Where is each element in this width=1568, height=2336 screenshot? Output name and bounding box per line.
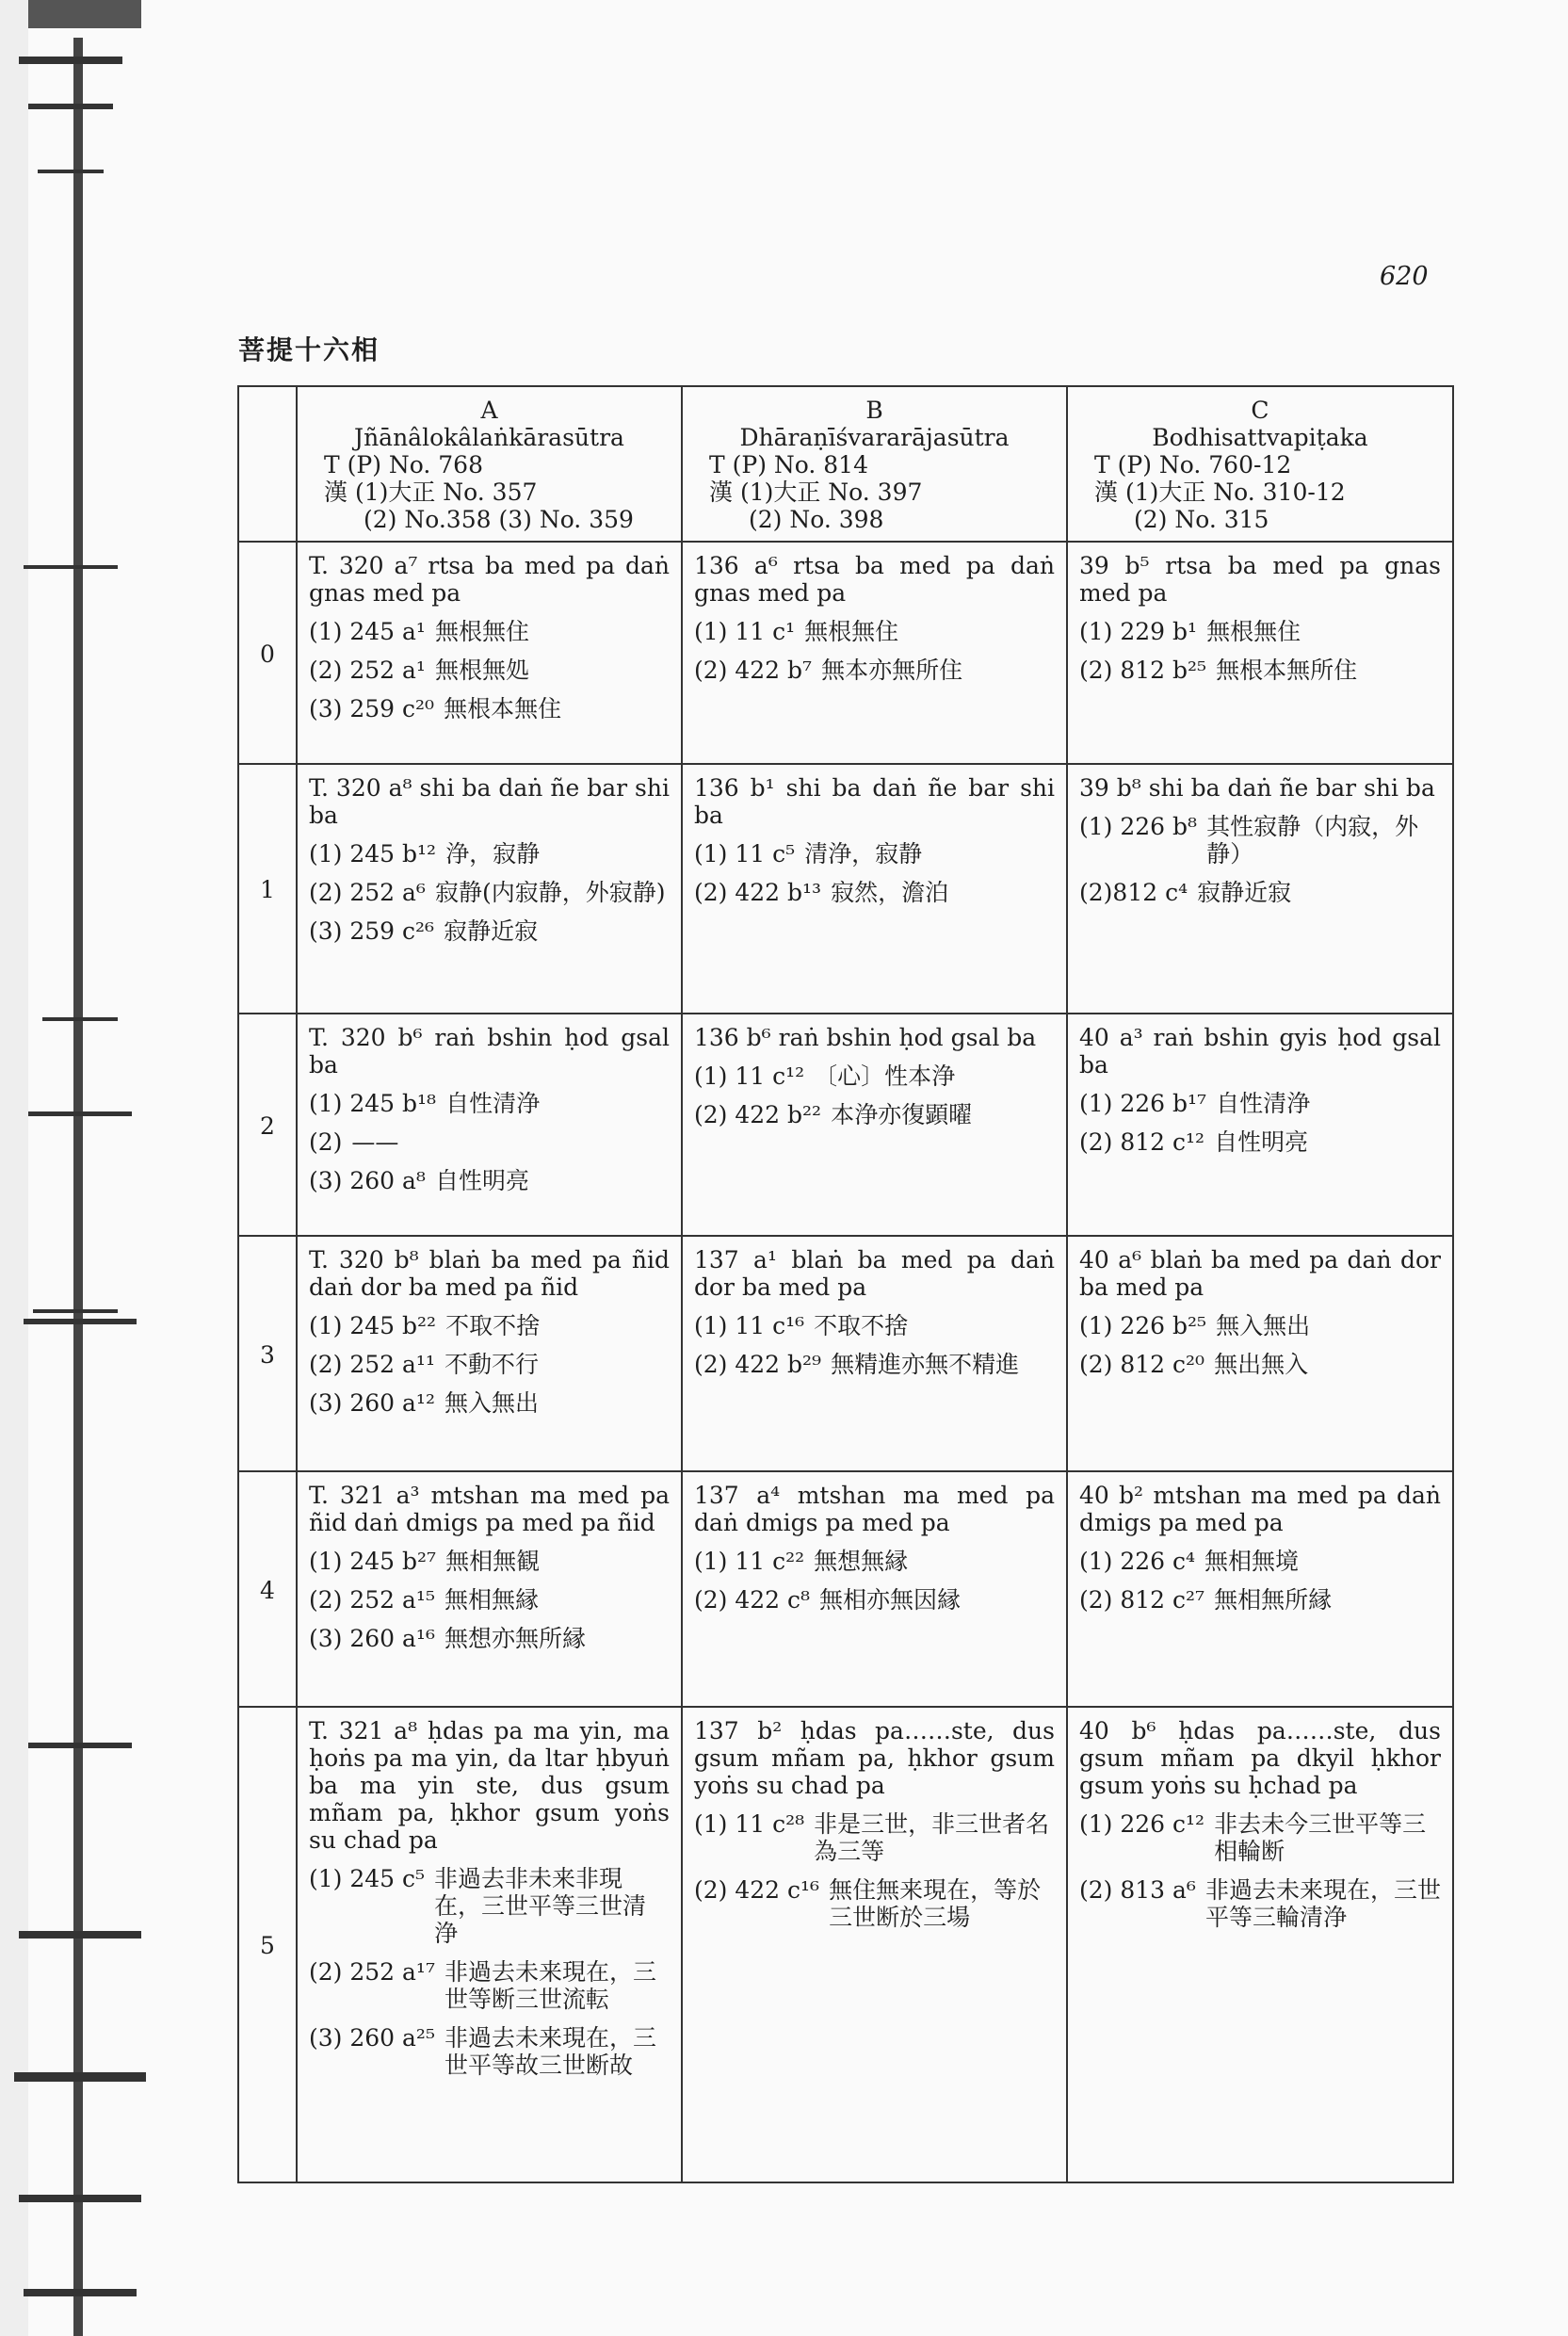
entry-translation: 不取不捨 — [445, 1312, 541, 1339]
entry-translation: 無想無縁 — [814, 1548, 909, 1575]
entry-translation: 非是三世，非三世者名為三等 — [814, 1810, 1050, 1865]
entry-reference: (3) 259 c²⁶ — [309, 917, 435, 945]
tibetan-reference: T. 321 a⁸ ḥdas pa ma yin, ma ḥoṅs pa ma yin, da ltar ḥbyuṅ ba ma yin ste, dus gsum mñam pa, ḥkhor gsum yoṅs su chad pa — [309, 1717, 670, 1854]
chinese-parallel-entry — [309, 618, 670, 645]
corner-cell — [238, 386, 297, 542]
cell-a — [297, 1236, 682, 1471]
entry-reference: (3) 259 c²⁰ — [309, 695, 435, 722]
entry-translation: 其性寂静（内寂，外静） — [1206, 813, 1419, 868]
chinese-catalog-line-2: (2) No. 315 — [1134, 506, 1269, 533]
entry-translation: 自性明亮 — [1214, 1128, 1309, 1156]
chinese-parallel-entry — [309, 1958, 670, 2013]
chinese-parallel-entry — [309, 840, 670, 868]
tibetan-reference: T. 320 b⁸ blaṅ ba med pa ñid daṅ dor ba med pa ñid — [309, 1246, 670, 1301]
entry-translation: 清浄，寂静 — [804, 840, 923, 868]
cell-a — [297, 1014, 682, 1236]
chinese-parallel-entry — [309, 1389, 670, 1417]
entry-reference: (1) 11 c⁵ — [694, 840, 796, 868]
entry-reference: (2) 422 b²⁹ — [694, 1351, 822, 1378]
tibetan-reference: 136 a⁶ rtsa ba med pa daṅ gnas med pa — [694, 552, 1055, 607]
cell-c — [1067, 542, 1453, 764]
table-row — [238, 1236, 1453, 1471]
cell-a — [297, 764, 682, 1014]
chinese-catalog-line: 漢 (1)大正 No. 397 — [709, 479, 923, 506]
tibetan-reference: 137 a¹ blaṅ ba med pa daṅ dor ba med pa — [694, 1246, 1055, 1301]
entry-reference: (2) 812 c²⁰ — [1079, 1351, 1205, 1378]
chinese-parallel-entry — [1079, 1810, 1441, 1865]
entry-translation: 無本亦無所住 — [821, 657, 963, 684]
chinese-catalog-line: 漢 (1)大正 No. 357 — [324, 479, 538, 506]
row-number: 5 — [238, 1707, 297, 2182]
row-number: 2 — [238, 1014, 297, 1236]
entry-reference: (2) 252 a¹¹ — [309, 1351, 435, 1378]
chinese-parallel-entry — [1079, 1548, 1441, 1575]
entry-translation: 非過去未来現在，三世平等故三世断故 — [444, 2024, 656, 2079]
entry-reference: (2) 422 b¹³ — [694, 879, 822, 906]
entry-translation: 非過去未来現在，三世平等三輪清浄 — [1204, 1876, 1441, 1931]
column-letter: B — [865, 397, 883, 424]
chinese-parallel-entry — [694, 840, 1055, 868]
chinese-parallel-entry — [309, 1128, 670, 1156]
entry-reference: (1) 245 b¹⁸ — [309, 1090, 437, 1117]
tibetan-catalog-line: T (P) No. 768 — [324, 451, 483, 479]
cell-b — [682, 1236, 1067, 1471]
tibetan-reference: T. 320 a⁸ shi ba daṅ ñe bar shi ba — [309, 774, 670, 829]
chinese-parallel-entry — [1079, 1351, 1441, 1378]
column-header-c — [1067, 386, 1453, 542]
entry-reference: (1) 226 c⁴ — [1079, 1548, 1196, 1575]
chinese-parallel-entry — [1079, 1128, 1441, 1156]
cell-a — [297, 1707, 682, 2182]
chinese-parallel-entry — [309, 657, 670, 684]
chinese-parallel-entry — [309, 917, 670, 945]
chinese-parallel-entry — [309, 1312, 670, 1339]
chinese-parallel-entry — [309, 879, 670, 906]
entry-translation: 無精進亦無不精進 — [831, 1351, 1020, 1378]
row-number: 0 — [238, 542, 297, 764]
chinese-parallel-entry — [309, 1351, 670, 1378]
tibetan-reference: 136 b¹ shi ba daṅ ñe bar shi ba — [694, 774, 1055, 829]
entry-translation: 非過去未来現在，三世等断三世流転 — [444, 1958, 656, 2013]
entry-translation: 無入無出 — [1216, 1312, 1311, 1339]
cell-a — [297, 1471, 682, 1707]
page-number: 620 — [1380, 262, 1429, 291]
entry-reference: (2) 422 c⁸ — [694, 1586, 811, 1614]
entry-reference: (2) 813 a⁶ — [1079, 1876, 1196, 1904]
chinese-parallel-entry — [309, 2024, 670, 2079]
entry-translation: 寂静(内寂静，外寂静) — [434, 879, 666, 906]
entry-reference: (1) 11 c²² — [694, 1548, 805, 1575]
entry-reference: (2) 422 b²² — [694, 1101, 822, 1128]
entry-reference: (3) 260 a⁸ — [309, 1167, 426, 1194]
tibetan-reference: 136 b⁶ raṅ bshin ḥod gsal ba — [694, 1024, 1037, 1051]
chinese-catalog-line: 漢 (1)大正 No. 310-12 — [1094, 479, 1346, 506]
entry-reference: (1) 245 c⁵ — [309, 1865, 426, 1892]
entry-translation: 無根無住 — [434, 618, 529, 645]
chinese-parallel-entry — [694, 1876, 1055, 1931]
sutra-title: Bodhisattvapiṭaka — [1152, 424, 1368, 451]
entry-reference: (1) 226 c¹² — [1079, 1810, 1205, 1838]
entry-reference: (2) 252 a¹⁷ — [309, 1958, 435, 1986]
chinese-parallel-entry — [1079, 813, 1441, 868]
entry-translation: 無相無境 — [1204, 1548, 1300, 1575]
chinese-parallel-entry — [694, 657, 1055, 684]
entry-reference: (1) 11 c¹² — [694, 1063, 805, 1090]
entry-translation: 無根無処 — [434, 657, 529, 684]
entry-translation: 自性清浄 — [1216, 1090, 1311, 1117]
chinese-parallel-entry — [694, 1351, 1055, 1378]
entry-reference: (1) 11 c¹⁶ — [694, 1312, 805, 1339]
chinese-parallel-entry — [309, 1865, 670, 1947]
table-row — [238, 1471, 1453, 1707]
entry-reference: (1) 11 c²⁸ — [694, 1810, 805, 1838]
entry-translation: 〔心〕性本浄 — [814, 1063, 956, 1090]
cell-b — [682, 542, 1067, 764]
chinese-parallel-entry — [309, 1090, 670, 1117]
entry-reference: (1) 11 c¹ — [694, 618, 796, 645]
chinese-parallel-entry — [1079, 879, 1441, 906]
table-row — [238, 764, 1453, 1014]
cell-b — [682, 764, 1067, 1014]
chinese-parallel-entry — [1079, 1586, 1441, 1614]
binding-edge-scan — [0, 0, 160, 2336]
cell-c — [1067, 1707, 1453, 2182]
entry-reference: (3) 260 a²⁵ — [309, 2024, 435, 2052]
entry-translation: 寂然，澹泊 — [831, 879, 949, 906]
chinese-parallel-entry — [694, 618, 1055, 645]
sutra-title: Jñānâlokâlaṅkārasūtra — [354, 424, 624, 451]
chinese-parallel-entry — [309, 1586, 670, 1614]
entry-translation: 無相亦無因縁 — [819, 1586, 962, 1614]
entry-translation: 無想亦無所縁 — [444, 1625, 586, 1652]
chinese-parallel-entry — [309, 1548, 670, 1575]
chinese-parallel-entry — [694, 1810, 1055, 1865]
column-header-b — [682, 386, 1067, 542]
entry-reference: (1) 226 b⁸ — [1079, 813, 1198, 840]
entry-translation: 不取不捨 — [814, 1312, 909, 1339]
entry-translation: 浄，寂静 — [445, 840, 541, 868]
entry-translation: 不動不行 — [444, 1351, 539, 1378]
column-header-a — [297, 386, 682, 542]
table-row — [238, 1014, 1453, 1236]
entry-reference: (2) 812 c²⁷ — [1079, 1586, 1205, 1614]
entry-reference: (1) 229 b¹ — [1079, 618, 1198, 645]
chinese-parallel-entry — [694, 1586, 1055, 1614]
tibetan-reference: 137 a⁴ mtshan ma med pa daṅ dmigs pa med pa — [694, 1482, 1055, 1536]
entry-reference: (2) 252 a¹ — [309, 657, 426, 684]
tibetan-reference: T. 320 a⁷ rtsa ba med pa daṅ gnas med pa — [309, 552, 670, 607]
tibetan-reference: 137 b² ḥdas pa……ste, dus gsum mñam pa, ḥkhor gsum yoṅs su chad pa — [694, 1717, 1055, 1799]
entry-reference: (2) 422 c¹⁶ — [694, 1876, 820, 1904]
chinese-parallel-entry — [1079, 1090, 1441, 1117]
cell-b — [682, 1014, 1067, 1236]
entry-translation: 無入無出 — [444, 1389, 539, 1417]
tibetan-reference: T. 320 b⁶ raṅ bshin ḥod gsal ba — [309, 1024, 670, 1079]
entry-translation: 無相無所縁 — [1214, 1586, 1333, 1614]
entry-reference: (1) 226 b¹⁷ — [1079, 1090, 1207, 1117]
entry-translation: 無根無住 — [804, 618, 899, 645]
tibetan-reference: T. 321 a³ mtshan ma med pa ñid daṅ dmigs pa med pa ñid — [309, 1482, 670, 1536]
entry-reference: (2) 812 b²⁵ — [1079, 657, 1207, 684]
entry-translation: 無根本無所住 — [1216, 657, 1358, 684]
entry-translation: 無出無入 — [1214, 1351, 1309, 1378]
cell-b — [682, 1471, 1067, 1707]
chinese-parallel-entry — [694, 1063, 1055, 1090]
cell-c — [1067, 1236, 1453, 1471]
entry-translation: 無根本無住 — [444, 695, 562, 722]
row-number: 1 — [238, 764, 297, 1014]
entry-translation: 自性清浄 — [445, 1090, 541, 1117]
chinese-catalog-line-2: (2) No.358 (3) No. 359 — [364, 506, 634, 533]
entry-translation: 寂静近寂 — [444, 917, 539, 945]
entry-translation: 寂静近寂 — [1197, 879, 1292, 906]
entry-reference: (3) 260 a¹² — [309, 1389, 435, 1417]
tibetan-catalog-line: T (P) No. 814 — [709, 451, 868, 479]
entry-reference: (2)812 c⁴ — [1079, 879, 1188, 906]
entry-translation: 無相無縁 — [444, 1586, 539, 1614]
tibetan-reference: 40 b⁶ ḥdas pa……ste, dus gsum mñam pa dkyil ḥkhor gsum yoṅs su ḥchad pa — [1079, 1717, 1441, 1799]
chinese-parallel-entry — [1079, 657, 1441, 684]
entry-translation: —— — [351, 1128, 399, 1156]
cell-c — [1067, 1471, 1453, 1707]
entry-reference: (3) 260 a¹⁶ — [309, 1625, 435, 1652]
entry-reference: (2) 812 c¹² — [1079, 1128, 1205, 1156]
header-row — [238, 386, 1453, 542]
entry-reference: (1) 245 b¹² — [309, 840, 437, 868]
row-number: 3 — [238, 1236, 297, 1471]
column-letter: C — [1251, 397, 1269, 424]
cell-c — [1067, 1014, 1453, 1236]
chinese-parallel-entry — [694, 1548, 1055, 1575]
chinese-catalog-line-2: (2) No. 398 — [749, 506, 884, 533]
chinese-parallel-entry — [1079, 1312, 1441, 1339]
entry-translation: 非去未今三世平等三相輪断 — [1214, 1810, 1427, 1865]
chinese-parallel-entry — [694, 1101, 1055, 1128]
tibetan-reference: 39 b⁵ rtsa ba med pa gnas med pa — [1079, 552, 1441, 607]
entry-translation: 自性明亮 — [434, 1167, 529, 1194]
chinese-parallel-entry — [694, 879, 1055, 906]
entry-translation: 非過去非未来非現在，三世平等三世清浄 — [434, 1865, 647, 1947]
tibetan-reference: 40 b² mtshan ma med pa daṅ dmigs pa med pa — [1079, 1482, 1441, 1536]
tibetan-reference: 40 a⁶ blaṅ ba med pa daṅ dor ba med pa — [1079, 1246, 1441, 1301]
entry-reference: (2) — [309, 1128, 343, 1156]
sutra-title: Dhāraṇīśvararājasūtra — [739, 424, 1010, 451]
tibetan-reference: 39 b⁸ shi ba daṅ ñe bar shi ba — [1079, 774, 1435, 802]
entry-translation: 無根無住 — [1206, 618, 1301, 645]
entry-translation: 本浄亦復顕曜 — [831, 1101, 973, 1128]
row-number: 4 — [238, 1471, 297, 1707]
cell-c — [1067, 764, 1453, 1014]
table-row — [238, 542, 1453, 764]
entry-translation: 無住無来現在，等於三世断於三場 — [829, 1876, 1042, 1931]
cell-b — [682, 1707, 1067, 2182]
chinese-parallel-entry — [309, 1167, 670, 1194]
chinese-parallel-entry — [309, 695, 670, 722]
chinese-parallel-entry — [309, 1625, 670, 1652]
column-letter: A — [480, 397, 498, 424]
entry-reference: (2) 252 a⁶ — [309, 879, 426, 906]
entry-reference: (1) 226 b²⁵ — [1079, 1312, 1207, 1339]
tibetan-catalog-line: T (P) No. 760-12 — [1094, 451, 1292, 479]
entry-reference: (2) 422 b⁷ — [694, 657, 813, 684]
entry-reference: (1) 245 b²² — [309, 1312, 437, 1339]
entry-translation: 無相無観 — [445, 1548, 541, 1575]
chinese-parallel-entry — [1079, 1876, 1441, 1931]
entry-reference: (1) 245 b²⁷ — [309, 1548, 437, 1575]
chinese-parallel-entry — [1079, 618, 1441, 645]
chinese-parallel-entry — [694, 1312, 1055, 1339]
comparison-table — [237, 385, 1454, 2183]
entry-reference: (1) 245 a¹ — [309, 618, 426, 645]
entry-reference: (2) 252 a¹⁵ — [309, 1586, 435, 1614]
cell-a — [297, 542, 682, 764]
tibetan-reference: 40 a³ raṅ bshin gyis ḥod gsal ba — [1079, 1024, 1441, 1079]
table-row — [238, 1707, 1453, 2182]
section-title: 菩提十六相 — [238, 334, 380, 365]
